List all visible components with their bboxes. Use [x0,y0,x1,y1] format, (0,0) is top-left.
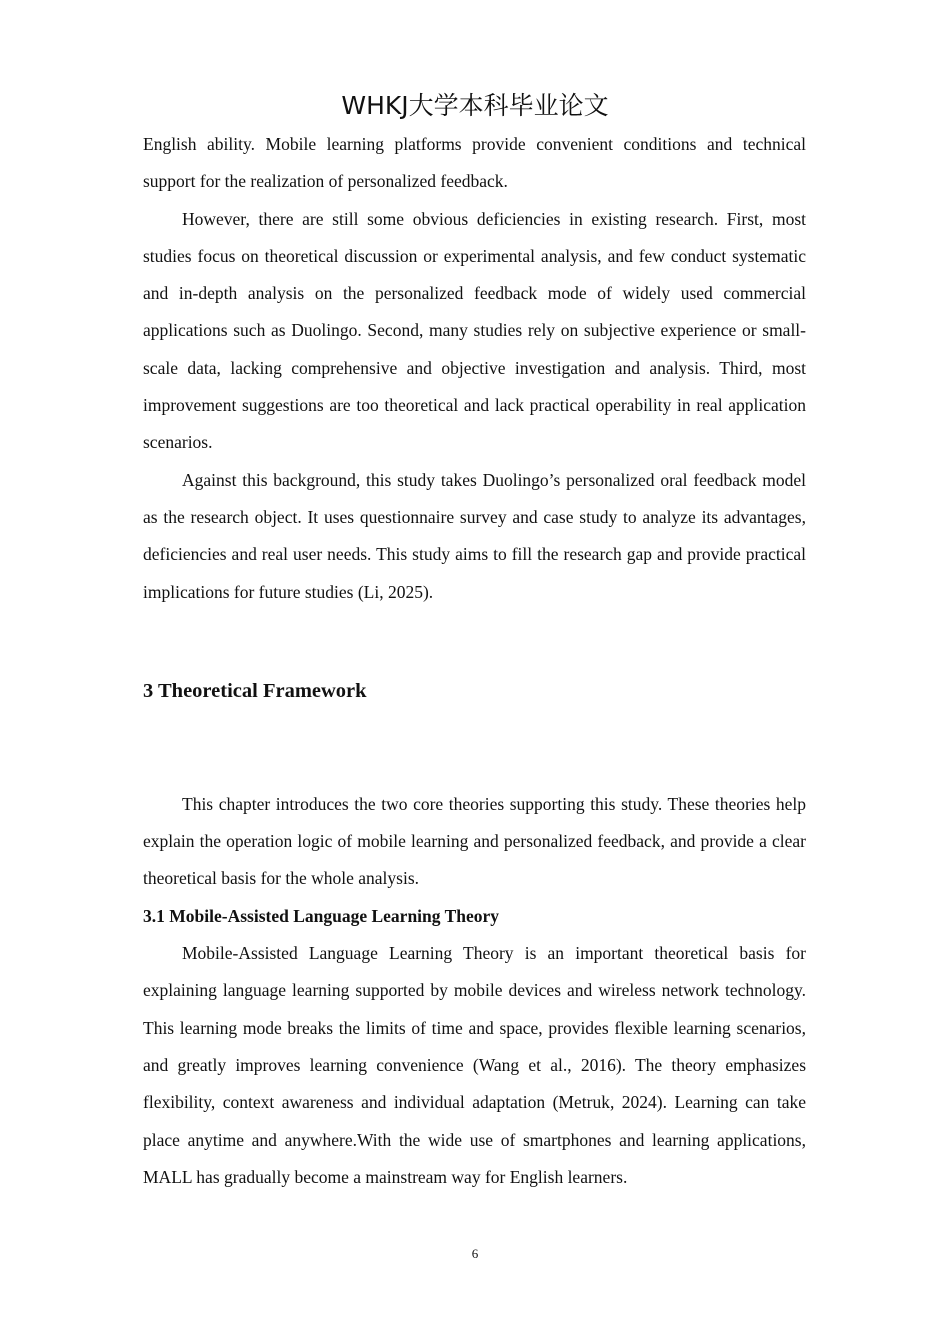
paragraph-continued: English ability. Mobile learning platforms provide convenient conditions and technical support for the realization of personalized feedback. [143,134,806,192]
spacer [143,611,806,677]
spacer [143,705,806,786]
paragraph-research-deficiencies: However, there are still some obvious deficiencies in existing research. First, most studies focus on theoretical discussion or experimental analysis, and few conduct systematic and in-depth analysis on the personalized feedback mode of widely used commercial applications such as Duolingo. Second, many studies rely on subjective experience or small-scale data, lacking comprehensive and objective investigation and analysis. Third, most improvement suggestions are too theoretical and lack practical operability in real application scenarios. [143,208,806,453]
paragraph-mall-theory: Mobile-Assisted Language Learning Theory is an important theoretical basis for explaining language learning supported by mobile devices and wireless network technology. This learning mode breaks the limits of time and space, provides flexible learning scenarios, and greatly improves learning convenience (Wang et al., 2016). The theory emphasizes flexibility, context awareness and individual adaptation (Metruk, 2024). Learning can take place anytime and anywhere.With the wide use of smartphones and learning applications, MALL has gradually become a mainstream way for English learners. [143,943,806,1187]
page-number: 6 [471,1246,479,1261]
paragraph-study-background: Against this background, this study takes Duolingo’s personalized oral feedback model as the research object. It uses questionnaire survey and case study to analyze its advantages, deficiencies and real user needs. This study aims to fill the research gap and provide practical implications for future studies (Li, 2025). [143,469,806,602]
page-header: WHKJ大学本科毕业论文 [341,91,609,120]
section-heading: 3 Theoretical Framework [143,679,367,702]
document-body [143,126,806,1196]
paragraph-chapter-intro: This chapter introduces the two core theories supporting this study. These theories help explain the operation logic of mobile learning and personalized feedback, and provide a clear theoretical basis for the whole analysis. [143,793,806,889]
subsection-heading: 3.1 Mobile-Assisted Language Learning Theory [143,905,500,926]
